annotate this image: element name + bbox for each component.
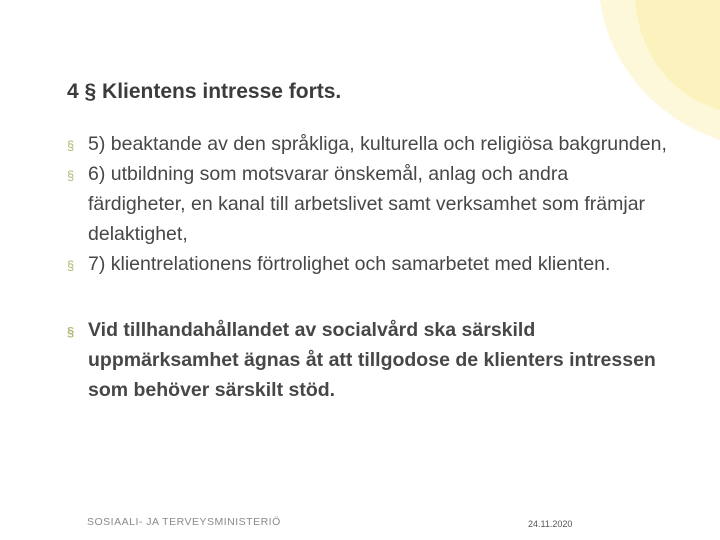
slide-title: 4 § Klientens intresse forts. [67, 80, 342, 103]
section-sign-icon: § [67, 258, 75, 273]
section-sign-icon: § [67, 168, 75, 183]
section-sign-icon: § [67, 138, 75, 153]
list-item [67, 129, 667, 159]
emphasis-item [67, 315, 667, 405]
list-item [67, 249, 667, 279]
organization-logo: SOSIAALI- JA TERVEYSMINISTERIÖ [87, 516, 281, 528]
slide-date: 24.11.2020 [528, 519, 573, 529]
section-sign-icon: § [67, 324, 75, 339]
corner-decoration [480, 0, 720, 150]
list-spacer [67, 279, 667, 315]
bullet-list [67, 129, 667, 405]
list-item [67, 159, 667, 249]
emphasis-text: Vid tillhandahållandet av socialvård ska särskild uppmärksamhet ägnas åt att tillgodose de klienters intressen som behöver särskilt stöd. [88, 319, 656, 401]
list-item-text: 5) beaktande av den språkliga, kulturella och religiösa bakgrunden, [88, 133, 667, 155]
list-item-text: 6) utbildning som motsvarar önskemål, anlag och andra färdigheter, en kanal till arbetslivet samt verksamhet som främjar delaktighet, [88, 163, 646, 245]
list-item-text: 7) klientrelationens förtrolighet och samarbetet med klienten. [88, 253, 611, 275]
